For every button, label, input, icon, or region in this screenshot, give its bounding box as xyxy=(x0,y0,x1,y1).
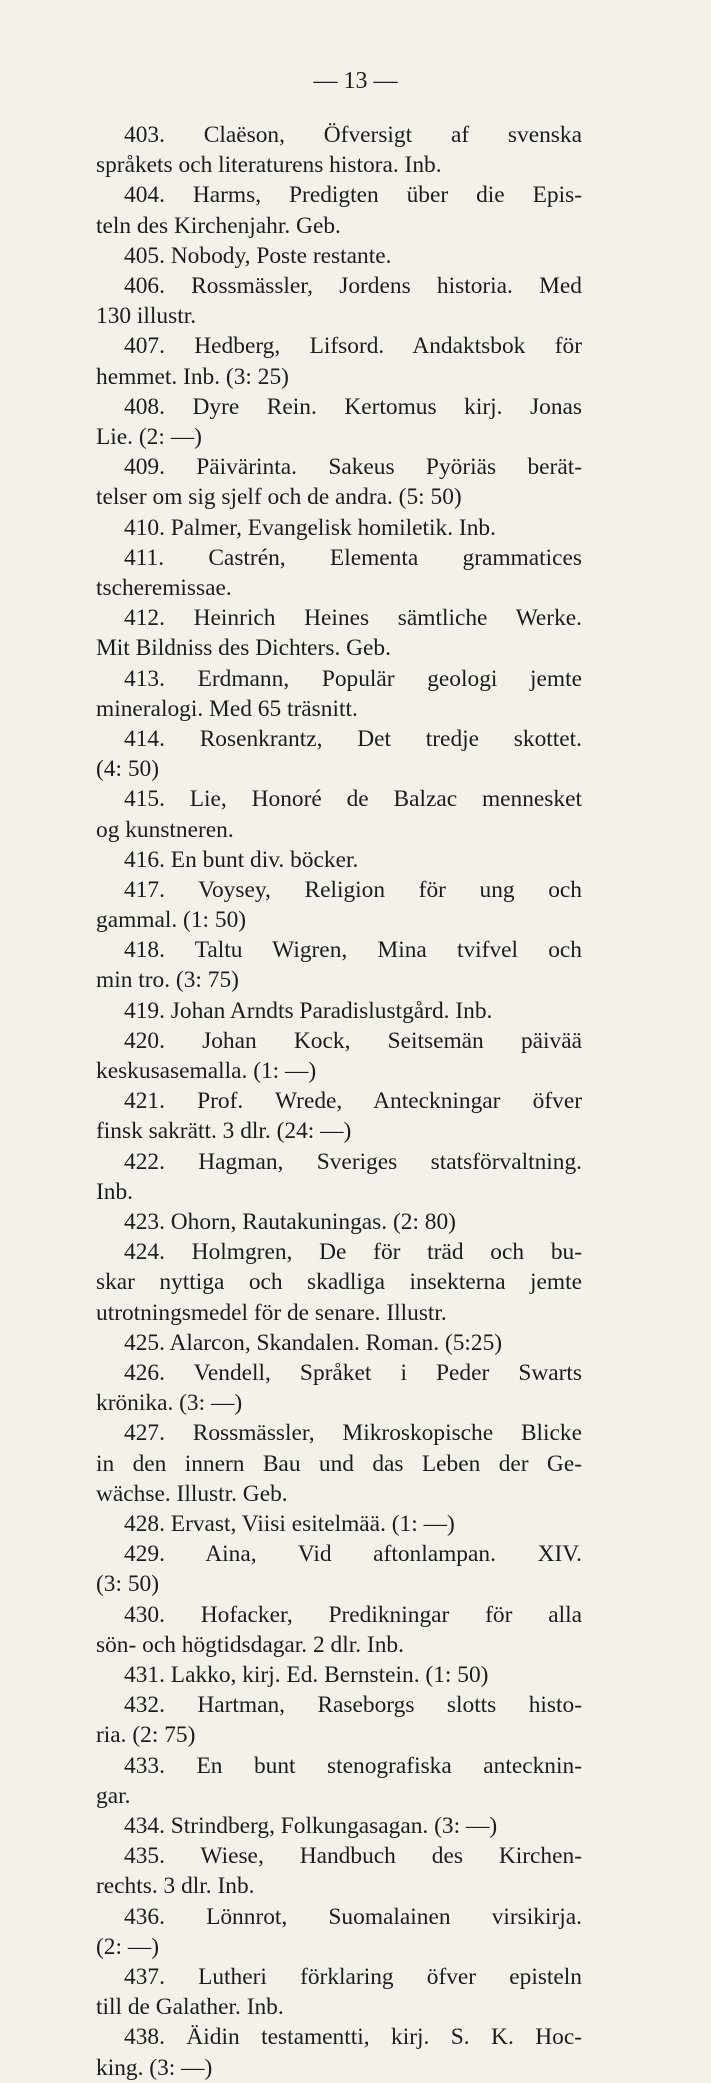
entry-first-line: 432. Hartman, Raseborgs slotts histo- xyxy=(124,1692,582,1719)
book-entry xyxy=(96,724,582,784)
book-entry xyxy=(96,1539,582,1599)
entry-first-line: 426. Vendell, Språket i Peder Swarts xyxy=(124,1360,582,1387)
entry-continuation-line: Inb. xyxy=(96,1178,134,1205)
book-entry xyxy=(96,513,582,543)
book-entry xyxy=(96,120,582,180)
entry-first-line: 438. Äidin testamentti, kirj. S. K. Hoc- xyxy=(124,2024,582,2051)
book-entry xyxy=(96,543,582,603)
entry-first-line: 414. Rosenkrantz, Det tredje skottet. xyxy=(124,725,582,752)
book-entry xyxy=(96,1841,582,1901)
entry-continuation-line: utrotningsmedel för de senare. Illustr. xyxy=(96,1299,447,1326)
entry-continuation-line: teln des Kirchenjahr. Geb. xyxy=(96,212,341,239)
book-entry xyxy=(96,845,582,875)
book-entry xyxy=(96,935,582,995)
book-entry-list xyxy=(96,120,582,2083)
entry-first-line: 430. Hofacker, Predikningar för alla xyxy=(124,1601,582,1628)
book-entry xyxy=(96,2022,582,2082)
book-entry xyxy=(96,1026,582,1086)
entry-first-line: 436. Lönnrot, Suomalainen virsikirja. xyxy=(124,1903,582,1930)
entry-first-line: 407. Hedberg, Lifsord. Andaktsbok för xyxy=(124,333,582,360)
book-entry xyxy=(96,996,582,1026)
book-entry xyxy=(96,180,582,240)
entry-continuation-line: in den innern Bau und das Leben der Ge- xyxy=(96,1450,582,1477)
book-entry xyxy=(96,1358,582,1418)
entry-first-line: 403. Claëson, Öfversigt af svenska xyxy=(124,122,582,148)
entry-first-line: 415. Lie, Honoré de Balzac mennesket xyxy=(124,786,582,813)
book-entry xyxy=(96,1509,582,1539)
book-entry xyxy=(96,1902,582,1962)
book-entry xyxy=(96,331,582,391)
entry-continuation-line: till de Galather. Inb. xyxy=(96,1994,284,2021)
entry-continuation-line: tscheremissae. xyxy=(96,574,232,601)
entry-first-line: 428. Ervast, Viisi esitelmää. (1: —) xyxy=(124,1511,455,1538)
entry-first-line: 406. Rossmässler, Jordens historia. Med xyxy=(124,272,582,299)
entry-continuation-line: Mit Bildniss des Dichters. Geb. xyxy=(96,635,391,662)
book-entry xyxy=(96,1418,582,1509)
entry-continuation-line: og kunstneren. xyxy=(96,816,234,843)
entry-first-line: 433. En bunt stenografiska antecknin- xyxy=(124,1752,582,1779)
book-entry xyxy=(96,875,582,935)
entry-first-line: 420. Johan Kock, Seitsemän päivää xyxy=(124,1027,582,1054)
book-entry xyxy=(96,1600,582,1660)
book-entry xyxy=(96,452,582,512)
entry-continuation-line: ria. (2: 75) xyxy=(96,1722,196,1749)
book-entry xyxy=(96,1690,582,1750)
entry-first-line: 429. Aina, Vid aftonlampan. XIV. xyxy=(124,1541,582,1568)
entry-continuation-line: sön- och högtidsdagar. 2 dlr. Inb. xyxy=(96,1631,404,1658)
entry-first-line: 434. Strindberg, Folkungasagan. (3: —) xyxy=(124,1812,498,1839)
entry-first-line: 421. Prof. Wrede, Anteckningar öfver xyxy=(124,1088,582,1115)
entry-continuation-line: wächse. Illustr. Geb. xyxy=(96,1480,288,1507)
page-number: — 13 — xyxy=(313,68,398,94)
entry-continuation-line: Lie. (2: —) xyxy=(96,423,202,450)
entry-continuation-line: skar nyttiga och skadliga insekterna jemte xyxy=(96,1269,582,1296)
entry-first-line: 405. Nobody, Poste restante. xyxy=(124,242,392,269)
book-entry xyxy=(96,1751,582,1811)
entry-first-line: 413. Erdmann, Populär geologi jemte xyxy=(124,665,582,692)
entry-first-line: 411. Castrén, Elementa grammatices xyxy=(124,544,582,571)
entry-first-line: 418. Taltu Wigren, Mina tvifvel och xyxy=(124,937,582,964)
entry-first-line: 410. Palmer, Evangelisk homiletik. Inb. xyxy=(124,514,496,541)
book-entry xyxy=(96,392,582,452)
entry-continuation-line: finsk sakrätt. 3 dlr. (24: —) xyxy=(96,1118,352,1145)
entry-first-line: 431. Lakko, kirj. Ed. Bernstein. (1: 50) xyxy=(124,1662,489,1688)
entry-continuation-line: min tro. (3: 75) xyxy=(96,967,239,994)
book-entry xyxy=(96,1086,582,1146)
entry-first-line: 435. Wiese, Handbuch des Kirchen- xyxy=(124,1843,582,1870)
entry-continuation-line: keskusasemalla. (1: —) xyxy=(96,1058,317,1085)
entry-first-line: 408. Dyre Rein. Kertomus kirj. Jonas xyxy=(124,393,582,420)
entry-continuation-line: rechts. 3 dlr. Inb. xyxy=(96,1873,255,1900)
book-entry xyxy=(96,1660,582,1690)
book-entry xyxy=(96,241,582,271)
entry-first-line: 437. Lutheri förklaring öfver episteln xyxy=(124,1963,582,1990)
book-entry xyxy=(96,1962,582,2022)
entry-first-line: 422. Hagman, Sveriges statsförvaltning. xyxy=(124,1148,582,1175)
entry-first-line: 425. Alarcon, Skandalen. Roman. (5:25) xyxy=(124,1329,503,1356)
book-entry xyxy=(96,784,582,844)
entry-first-line: 417. Voysey, Religion för ung och xyxy=(124,876,582,903)
entry-continuation-line: hemmet. Inb. (3: 25) xyxy=(96,363,289,390)
book-entry xyxy=(96,1207,582,1237)
book-entry xyxy=(96,271,582,331)
entry-continuation-line: krönika. (3: —) xyxy=(96,1390,243,1417)
entry-continuation-line: gammal. (1: 50) xyxy=(96,907,247,934)
book-entry xyxy=(96,664,582,724)
book-entry xyxy=(96,1147,582,1207)
entry-continuation-line: (2: —) xyxy=(96,1933,160,1960)
book-entry xyxy=(96,1237,582,1328)
entry-continuation-line: mineralogi. Med 65 träsnitt. xyxy=(96,695,358,722)
entry-first-line: 419. Johan Arndts Paradislustgård. Inb. xyxy=(124,997,493,1024)
entry-first-line: 424. Holmgren, De för träd och bu- xyxy=(124,1239,582,1266)
entry-continuation-line: 130 illustr. xyxy=(96,303,197,330)
entry-continuation-line: språkets och literaturens histora. Inb. xyxy=(96,152,442,179)
entry-first-line: 427. Rossmässler, Mikroskopische Blicke xyxy=(124,1420,582,1447)
book-entry xyxy=(96,1811,582,1841)
entry-first-line: 412. Heinrich Heines sämtliche Werke. xyxy=(124,605,582,632)
entry-continuation-line: king. (3: —) xyxy=(96,2054,213,2081)
entry-first-line: 404. Harms, Predigten über die Epis- xyxy=(124,182,582,209)
entry-first-line: 423. Ohorn, Rautakuningas. (2: 80) xyxy=(124,1209,456,1236)
entry-continuation-line: (3: 50) xyxy=(96,1571,160,1598)
entry-first-line: 416. En bunt div. böcker. xyxy=(124,846,359,873)
book-entry xyxy=(96,603,582,663)
entry-first-line: 409. Päivärinta. Sakeus Pyöriäs berät- xyxy=(124,454,582,481)
entry-continuation-line: telser om sig sjelf och de andra. (5: 50) xyxy=(96,484,462,511)
book-entry xyxy=(96,1328,582,1358)
entry-continuation-line: gar. xyxy=(96,1782,131,1809)
entry-continuation-line: (4: 50) xyxy=(96,756,160,783)
